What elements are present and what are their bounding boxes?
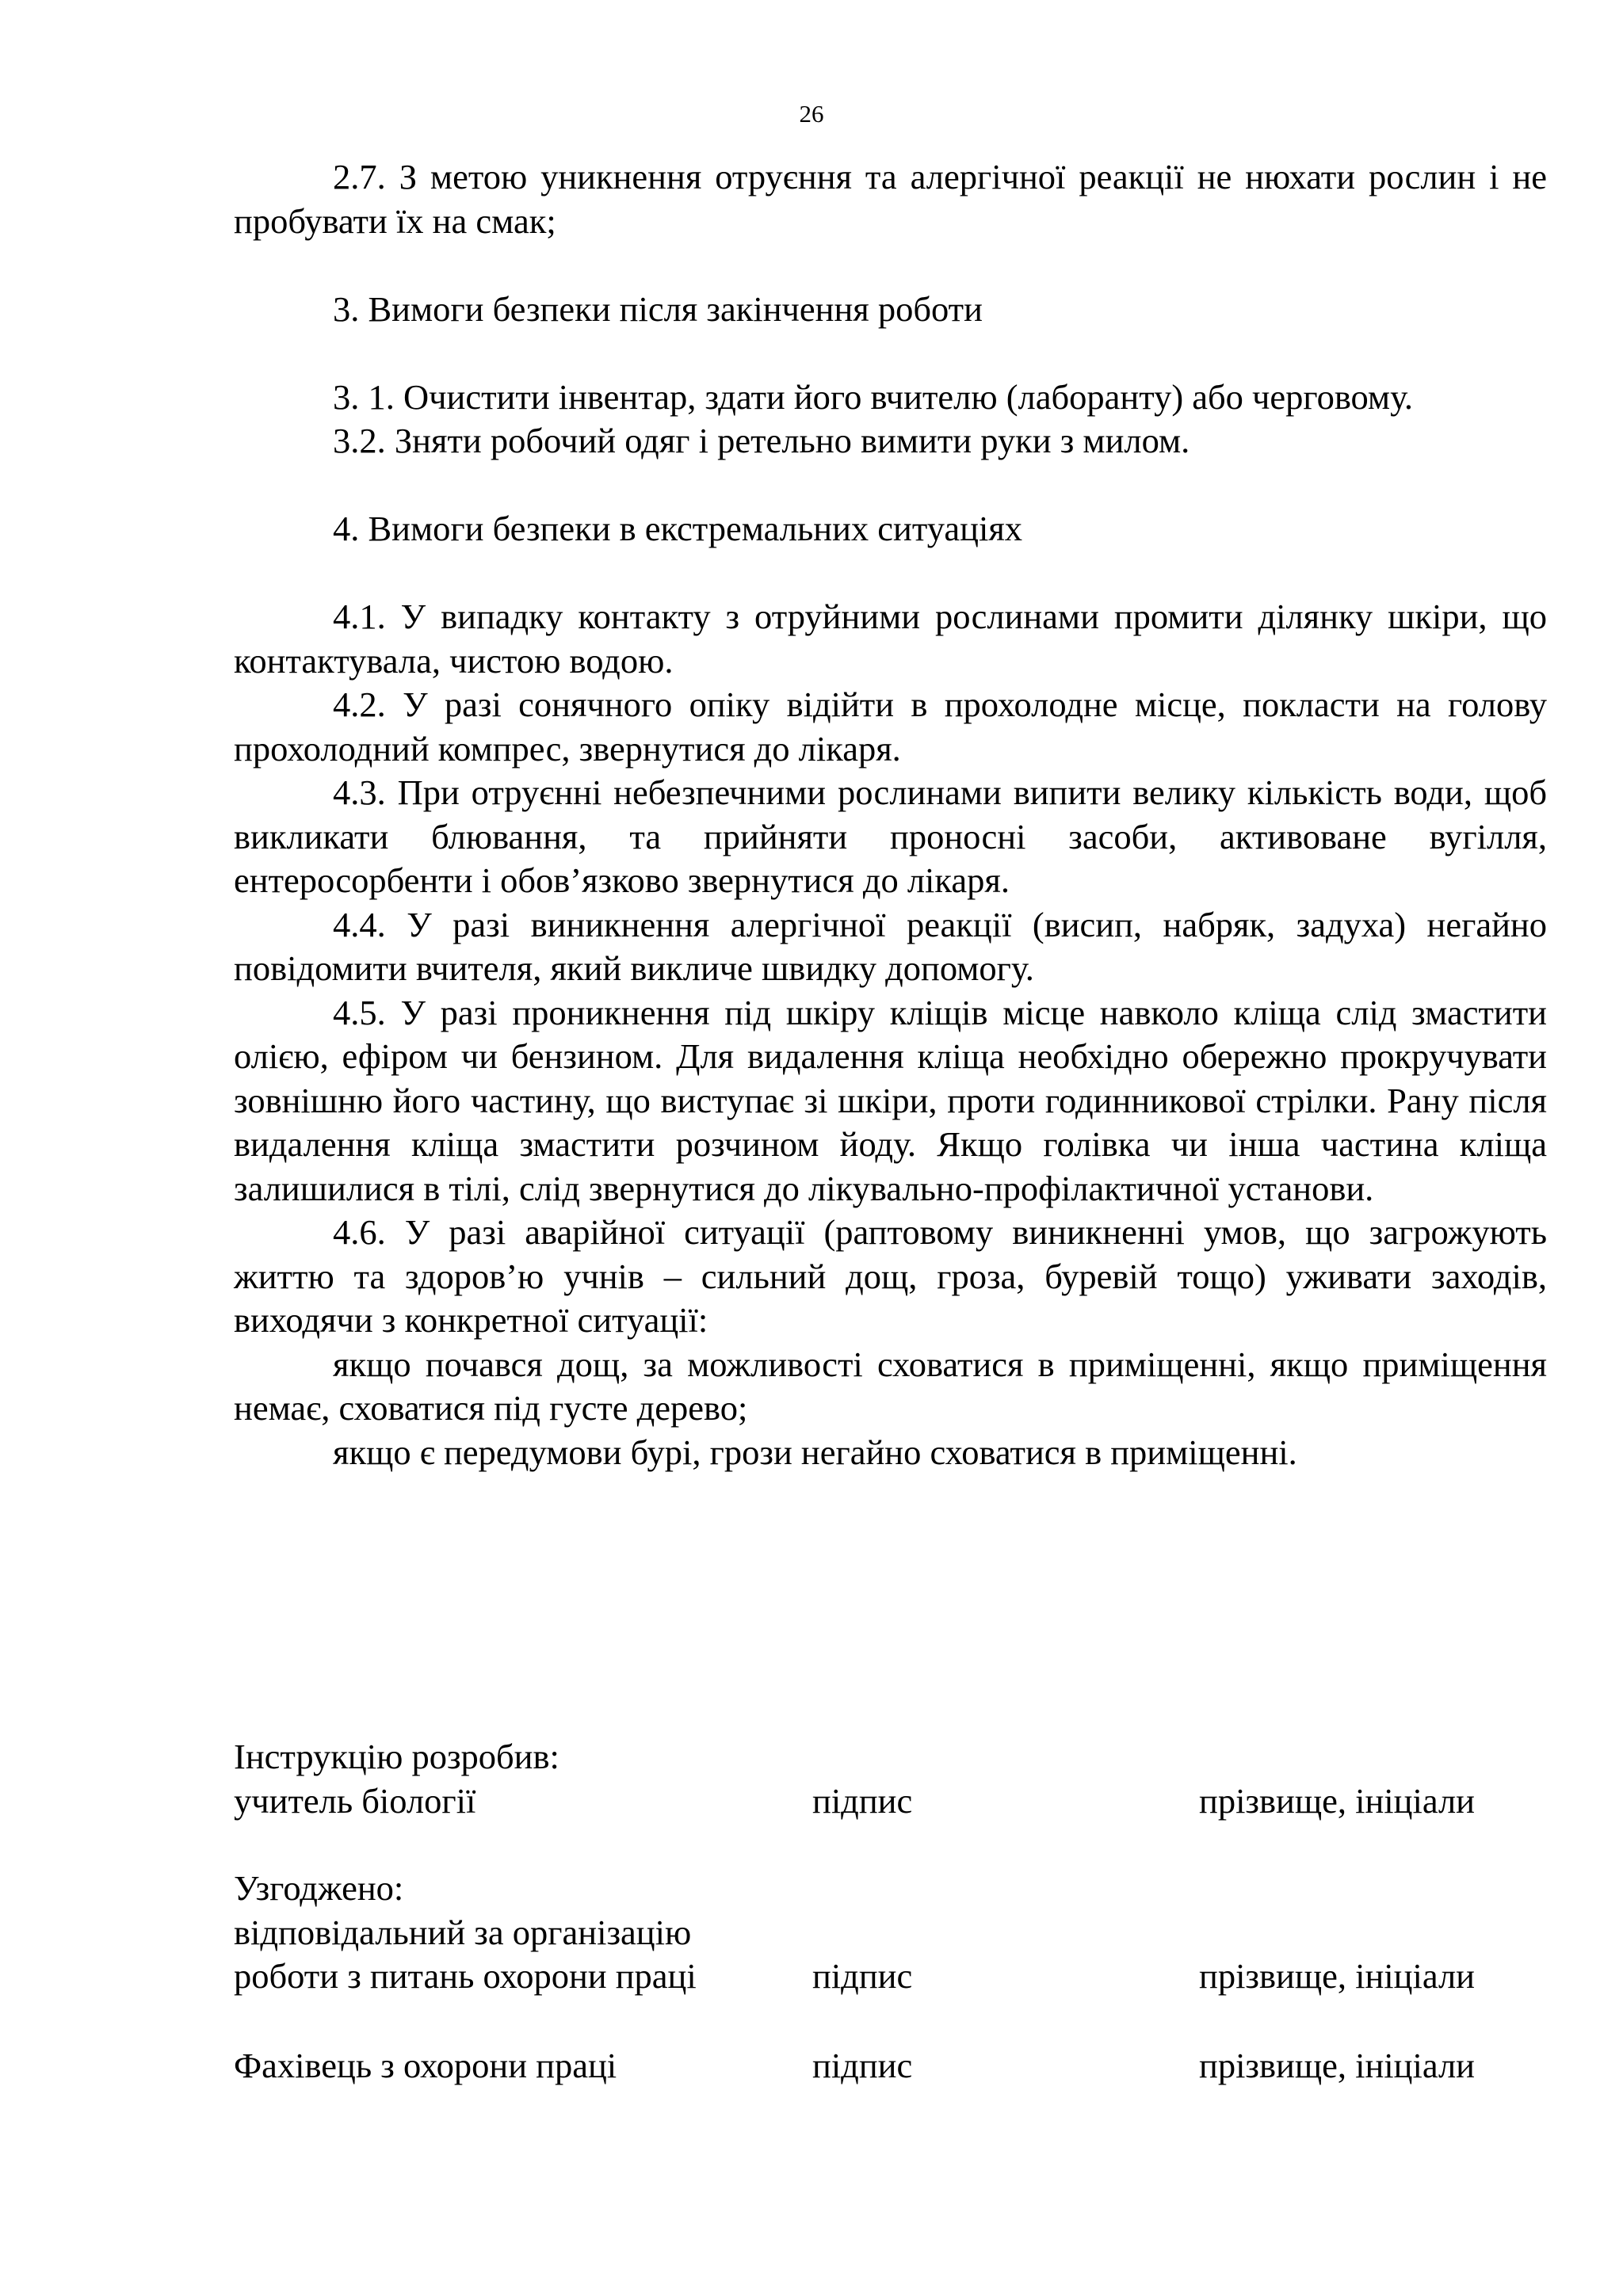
agreed-role-line-1: відповідальний за організацію — [234, 1912, 692, 1952]
section-heading-4: 4. Вимоги безпеки в екстремальних ситуаціях — [333, 509, 1023, 548]
paragraph-3-2: 3.2. Зняти робочий одяг і ретельно вимити руки з милом. — [333, 421, 1190, 460]
paragraph-4-3: 4.3. При отруєнні небезпечними рослинами випити велику кількість води, щоб викликати блювання, та прийняти проносні засоби, активоване вугілля, ентеросорбенти і обов’язково звернутися до лікаря. — [234, 772, 1547, 900]
specialist-name-label: прізвище, ініціали — [1199, 2046, 1475, 2085]
developed-name-label: прізвище, ініціали — [1199, 1780, 1475, 1821]
paragraph-4-6: 4.6. У разі аварійної ситуації (раптовому виникненні умов, що загрожують життю та здоров’ю учнів – сильний дощ, гроза, буревій тощо) уживати заходів, виходячи з конкретної ситуації: — [234, 1212, 1547, 1340]
developed-sign-label: підпис — [812, 1780, 913, 1821]
signature-specialist — [234, 2044, 1581, 2088]
agreed-name-label: прізвище, ініціали — [1199, 1956, 1475, 1996]
agreed-sign-label: підпис — [812, 1956, 913, 1996]
developed-role: учитель біології — [234, 1780, 476, 1821]
specialist-sign-label: підпис — [812, 2046, 913, 2085]
paragraph-2-7: 2.7. З метою уникнення отруєння та алергічної реакції не нюхати рослин і не пробувати їх на смак; — [234, 157, 1547, 241]
section-heading-3: 3. Вимоги безпеки після закінчення роботи — [333, 288, 983, 329]
paragraph-4-4: 4.4. У разі виникнення алергічної реакції (висип, набряк, задуха) негайно повідомити вчителя, який викличе швидку допомогу. — [234, 904, 1547, 988]
developed-title: Інструкцію розробив: — [234, 1737, 559, 1776]
signature-agreed — [234, 1867, 1581, 1999]
agreed-title: Узгоджено: — [234, 1868, 404, 1908]
paragraph-4-2: 4.2. У разі сонячного опіку відійти в прохолодне місце, покласти на голову прохолодний компрес, звернутися до лікаря. — [234, 685, 1547, 769]
paragraph-4-6-rain: якщо почався дощ, за можливості сховатися в приміщенні, якщо приміщення немає, сховатися під густе дерево; — [234, 1344, 1547, 1428]
paragraph-4-6-storm: якщо є передумови бурі, грози негайно сховатися в приміщенні. — [333, 1432, 1297, 1472]
agreed-role-line-2: роботи з питань охорони праці — [234, 1956, 697, 1996]
paragraph-4-1: 4.1. У випадку контакту з отруйними рослинами промити ділянку шкіри, що контактувала, чистою водою. — [234, 597, 1547, 681]
signature-developed — [234, 1735, 1581, 1823]
page-number: 26 — [799, 100, 824, 128]
specialist-role: Фахівець з охорони праці — [234, 2046, 617, 2085]
paragraph-4-5: 4.5. У разі проникнення під шкіру кліщів місце навколо кліща слід змастити олією, ефіром чи бензином. Для видалення кліща необхідно обережно прокручувати зовнішню його частину, що виступає зі шкіри, проти годинникової стрілки. Рану після видалення кліща змастити розчином йоду. Якщо голівка чи інша частина кліща залишилися в тілі, слід звернутися до лікувально-профілактичної установи. — [234, 992, 1547, 1208]
document-body — [234, 155, 1547, 1474]
paragraph-3-1: 3. 1. Очистити інвентар, здати його вчителю (лаборанту) або черговому. — [333, 376, 1414, 417]
